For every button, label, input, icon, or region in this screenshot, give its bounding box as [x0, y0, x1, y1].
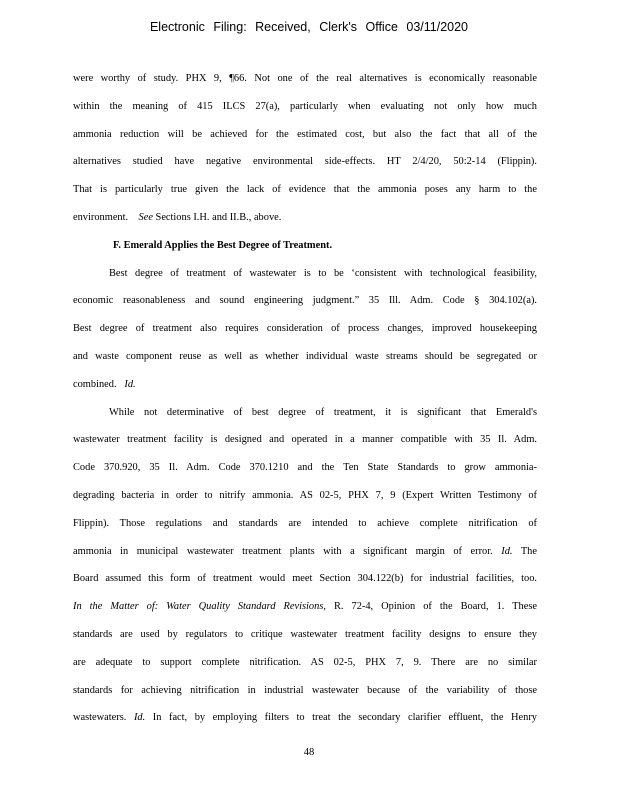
text-span: ammonia in municipal wastewater treatment plants with a significant margin of error.	[73, 545, 502, 557]
text-line	[73, 596, 537, 624]
text-span: The	[512, 545, 537, 557]
text-line: and waste component reuse as well as whether individual waste streams should be segregated or	[73, 350, 537, 362]
section-heading: F. Emerald Applies the Best Degree of Treatment.	[113, 239, 333, 251]
text-line: ammonia reduction will be achieved for the estimated cost, but also the fact that all of the	[73, 128, 537, 140]
text-line: Best degree of treatment of wastewater is to be ‘consistent with technological feasibility,	[109, 267, 537, 279]
text-line: That is particularly true given the lack of evidence that the ammonia poses any harm to the	[73, 184, 537, 196]
text-line: Flippin). Those regulations and standards are intended to achieve complete nitrification of	[73, 517, 537, 529]
text-span: , R. 72-4, Opinion of the Board, 1. These	[323, 601, 537, 613]
text-span: wastewaters.	[73, 712, 134, 724]
text-line: wastewater treatment facility is designed and operated in a manner compatible with 35 Il. Adm.	[73, 434, 537, 446]
page-number: 48	[303, 747, 315, 758]
document-body	[73, 68, 537, 735]
text-line: were worthy of study. PHX 9, ¶66. Not one of the real alternatives is economically reasonable	[73, 73, 537, 84]
text-line: alternatives studied have negative environmental side-effects. HT 2/4/20, 50:2-14 (Flippin).	[73, 156, 537, 168]
text-line: Board assumed this form of treatment would meet Section 304.122(b) for industrial facilities, too.	[73, 573, 537, 585]
case-citation: In the Matter of: Water Quality Standard Revisions	[73, 601, 324, 613]
text-line: standards are used by regulators to critique wastewater treatment facility designs to ensure they	[73, 628, 537, 640]
citation-id: Id.	[133, 712, 146, 724]
text-line	[73, 541, 537, 569]
text-line	[73, 707, 537, 735]
text-span: In fact, by employing filters to treat the secondary clarifier effluent, the Henry	[145, 712, 537, 724]
text-line: Code 370.920, 35 Il. Adm. Code 370.1210 and the Ten State Standards to grow ammonia-	[73, 462, 537, 474]
text-span: Sections I.H. and II.B., above.	[152, 211, 282, 223]
text-line: economic reasonableness and sound engineering judgment.” 35 Ill. Adm. Code § 304.102(a).	[73, 295, 537, 307]
text-span: combined.	[73, 378, 117, 390]
filing-header: Electronic Filing: Received, Clerk's Office 03/11/2020	[149, 20, 469, 34]
text-line: degrading bacteria in order to nitrify ammonia. AS 02-5, PHX 7, 9 (Expert Written Testimony of	[73, 489, 537, 501]
text-line: are adequate to support complete nitrification. AS 02-5, PHX 7, 9. There are no similar	[73, 656, 537, 668]
text-line: within the meaning of 415 ILCS 27(a), particularly when evaluating not only how much	[73, 100, 537, 112]
text-line: standards for achieving nitrification in industrial wastewater because of the variability of those	[73, 684, 537, 696]
text-line: While not determinative of best degree of treatment, it is significant that Emerald's	[109, 406, 537, 418]
text-line: Best degree of treatment also requires consideration of process changes, improved housekeeping	[73, 323, 537, 335]
text-line	[73, 374, 537, 402]
citation-signal: See	[138, 211, 153, 223]
citation-id: Id.	[124, 378, 136, 390]
text-line	[73, 207, 537, 235]
text-span: environment.	[73, 211, 129, 223]
citation-id: Id.	[501, 545, 513, 557]
